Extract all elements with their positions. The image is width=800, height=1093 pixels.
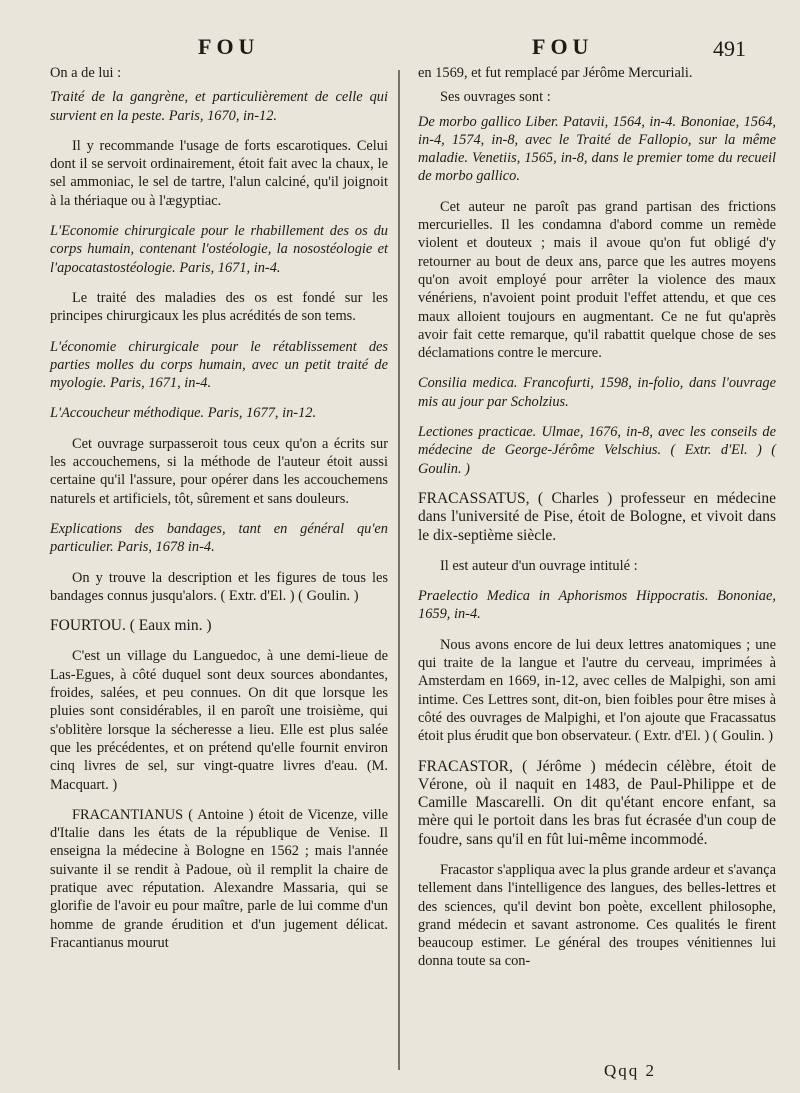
bibliographic-entry: Lectiones practicae. Ulmae, 1676, in-8, avec les conseils de médecine de George-Jérôme Velschius. ( Extr. d'El. ) ( Goulin. ) [418, 424, 776, 477]
paragraph: Cet auteur ne paroît pas grand partisan des frictions mercurielles. Il les condamna d'abord comme un remède violent et douteux ; mais il avoue qu'on fut obligé d'y retourner au bout de deux ans, parce que les autres moyens qu'on avoit employé pour arrêter la violence des maux vénériens, n'avoient point produit l'effet attendu, et que ces maux alloient toujours en augmentant. Ce ne fut qu'après avoir fait cette remarque, qu'il rabattit quelque chose de ses déclamations contre le mercure. [418, 198, 776, 362]
entry-paragraph: FRACASTOR, ( Jérôme ) médecin célèbre, étoit de Vérone, où il naquit en 1483, de Paul-Philippe et de Camille Mascarelli. On dit qu'étant encore enfant, sa mère qui le portoit dans les bras fut écrasée d'un coup de foudre, sans qu'il en fût lui-même incommodé. [418, 757, 776, 848]
paragraph: On a de lui : [50, 65, 122, 81]
paragraph: Il y recommande l'usage de forts escarotiques. Celui dont il se servoit ordinairement, étoit fait avec la chaux, le sel ammoniac, le sel de tartre, l'alun calciné, qu'il joignoit à la thériaque ou à l'ægyptiac. [50, 137, 388, 209]
page-number: 491 [713, 36, 746, 61]
paragraph: en 1569, et fut remplacé par Jérôme Mercuriali. [418, 65, 693, 81]
left-column [50, 64, 388, 964]
bibliographic-entry: Praelectio Medica in Aphorismos Hippocratis. Bononiae, 1659, in-4. [418, 588, 776, 623]
signature-mark: Qqq 2 [604, 1061, 657, 1080]
paragraph: C'est un village du Languedoc, à une demi-lieue de Las-Egues, à côté duquel sont deux sources abondantes, froides, salées, et peu connues. On dit que lorsque les pluies sont considérables, il en paroît une troisième, qui s'oblitère lorsque la sécheresse a lieu. Elle est plus salée que les précédentes, et on prétend qu'elle fournit environ cinq livres de sel, sur vingt-quatre livres d'eau. (M. Macquart. ) [50, 648, 388, 793]
paragraph: Le traité des maladies des os est fondé sur les principes chirurgicaux les plus acrédités de son tems. [50, 289, 388, 325]
paragraph: Ses ouvrages sont : [440, 89, 551, 106]
entry-paragraph: FRACASSATUS, ( Charles ) professeur en médecine dans l'université de Pise, étoit de Bologne, et vivoit dans le dix-septième siècle. [418, 489, 776, 544]
paragraph: Fracastor s'appliqua avec la plus grande ardeur et s'avança tellement dans l'intelligence des langues, des belles-lettres et des sciences, qu'il devint bon poète, excellent philosophe, grand médecin et savant astronome. Ces qualités le firent beaucoup estimer. Le général des troupes vénitiennes lui donna toute sa con- [418, 861, 776, 970]
running-head-right: FOU [532, 34, 594, 59]
paragraph: On y trouve la description et les figures de tous les bandages connus jusqu'alors. ( Extr. d'El. ) ( Goulin. ) [50, 569, 388, 604]
bibliographic-entry: De morbo gallico Liber. Patavii, 1564, in-4. Bononiae, 1564, in-4, 1574, in-8, avec le Traité de Fallopio, sur la même maladie. Venetiis, 1565, in-8, dans le premier tome du recueil de morbo gallico. [418, 113, 776, 185]
paragraph: Cet ouvrage surpasseroit tous ceux qu'on a écrits sur les accouchemens, si la méthode de l'auteur étoit aussi certaine qu'il l'assure, pour opérer dans les accouchemens naturels et artificiels, tôt, sûrement et sans douleurs. [50, 435, 388, 507]
column-rule [398, 70, 400, 1070]
bibliographic-entry: L'Economie chirurgicale pour le rhabillement des os du corps humain, contenant l'ostéologie, la nosostéologie et l'apocatastostéologie. Paris, 1671, in-4. [50, 223, 388, 276]
paragraph: Nous avons encore de lui deux lettres anatomiques ; une qui traite de la langue et l'autre du cerveau, imprimées à Amsterdam en 1669, in-12, avec celles de Malpighi, son ami intime. Ces Lettres sont, dit-on, bien foibles pour être mises à côté des ouvrages de Malpighi, et l'on ajoute que Fracassatus étoit plus érudit que bon observateur. ( Extr. d'El. ) ( Goulin. ) [418, 636, 776, 745]
running-head-left: FOU [198, 34, 260, 59]
bibliographic-entry: Traité de la gangrène, et particulièrement de celle qui survient en la peste. Paris, 1670, in-12. [50, 89, 388, 124]
paragraph: Il est auteur d'un ouvrage intitulé : [440, 557, 638, 574]
entry-heading: FOURTOU. ( Eaux min. ) [50, 617, 212, 635]
entry-paragraph: FRACANTIANUS ( Antoine ) étoit de Vicenze, ville d'Italie dans les états de la république de Venise. Il enseigna la médecine à Bologne en 1562 ; mais l'année suivante il se rendit à Padoue, où il remplit la chaire de pratique avec réputation. Alexandre Massaria, qui se glorifie de l'avoir eu pour maître, parle de lui comme d'un homme de grande érudition et d'un jugement délicat. Fracantianus mourut [50, 806, 388, 951]
bibliographic-entry: Consilia medica. Francofurti, 1598, in-folio, dans l'ouvrage mis au jour par Scholzius. [418, 375, 776, 410]
bibliographic-entry: L'Accoucheur méthodique. Paris, 1677, in-12. [50, 405, 317, 422]
right-column [418, 64, 776, 983]
bibliographic-entry: L'économie chirurgicale pour le rétablissement des parties molles du corps humain, avec un petit traité de myologie. Paris, 1671, in-4. [50, 338, 388, 392]
bibliographic-entry: Explications des bandages, tant en général qu'en particulier. Paris, 1678 in-4. [50, 520, 388, 556]
